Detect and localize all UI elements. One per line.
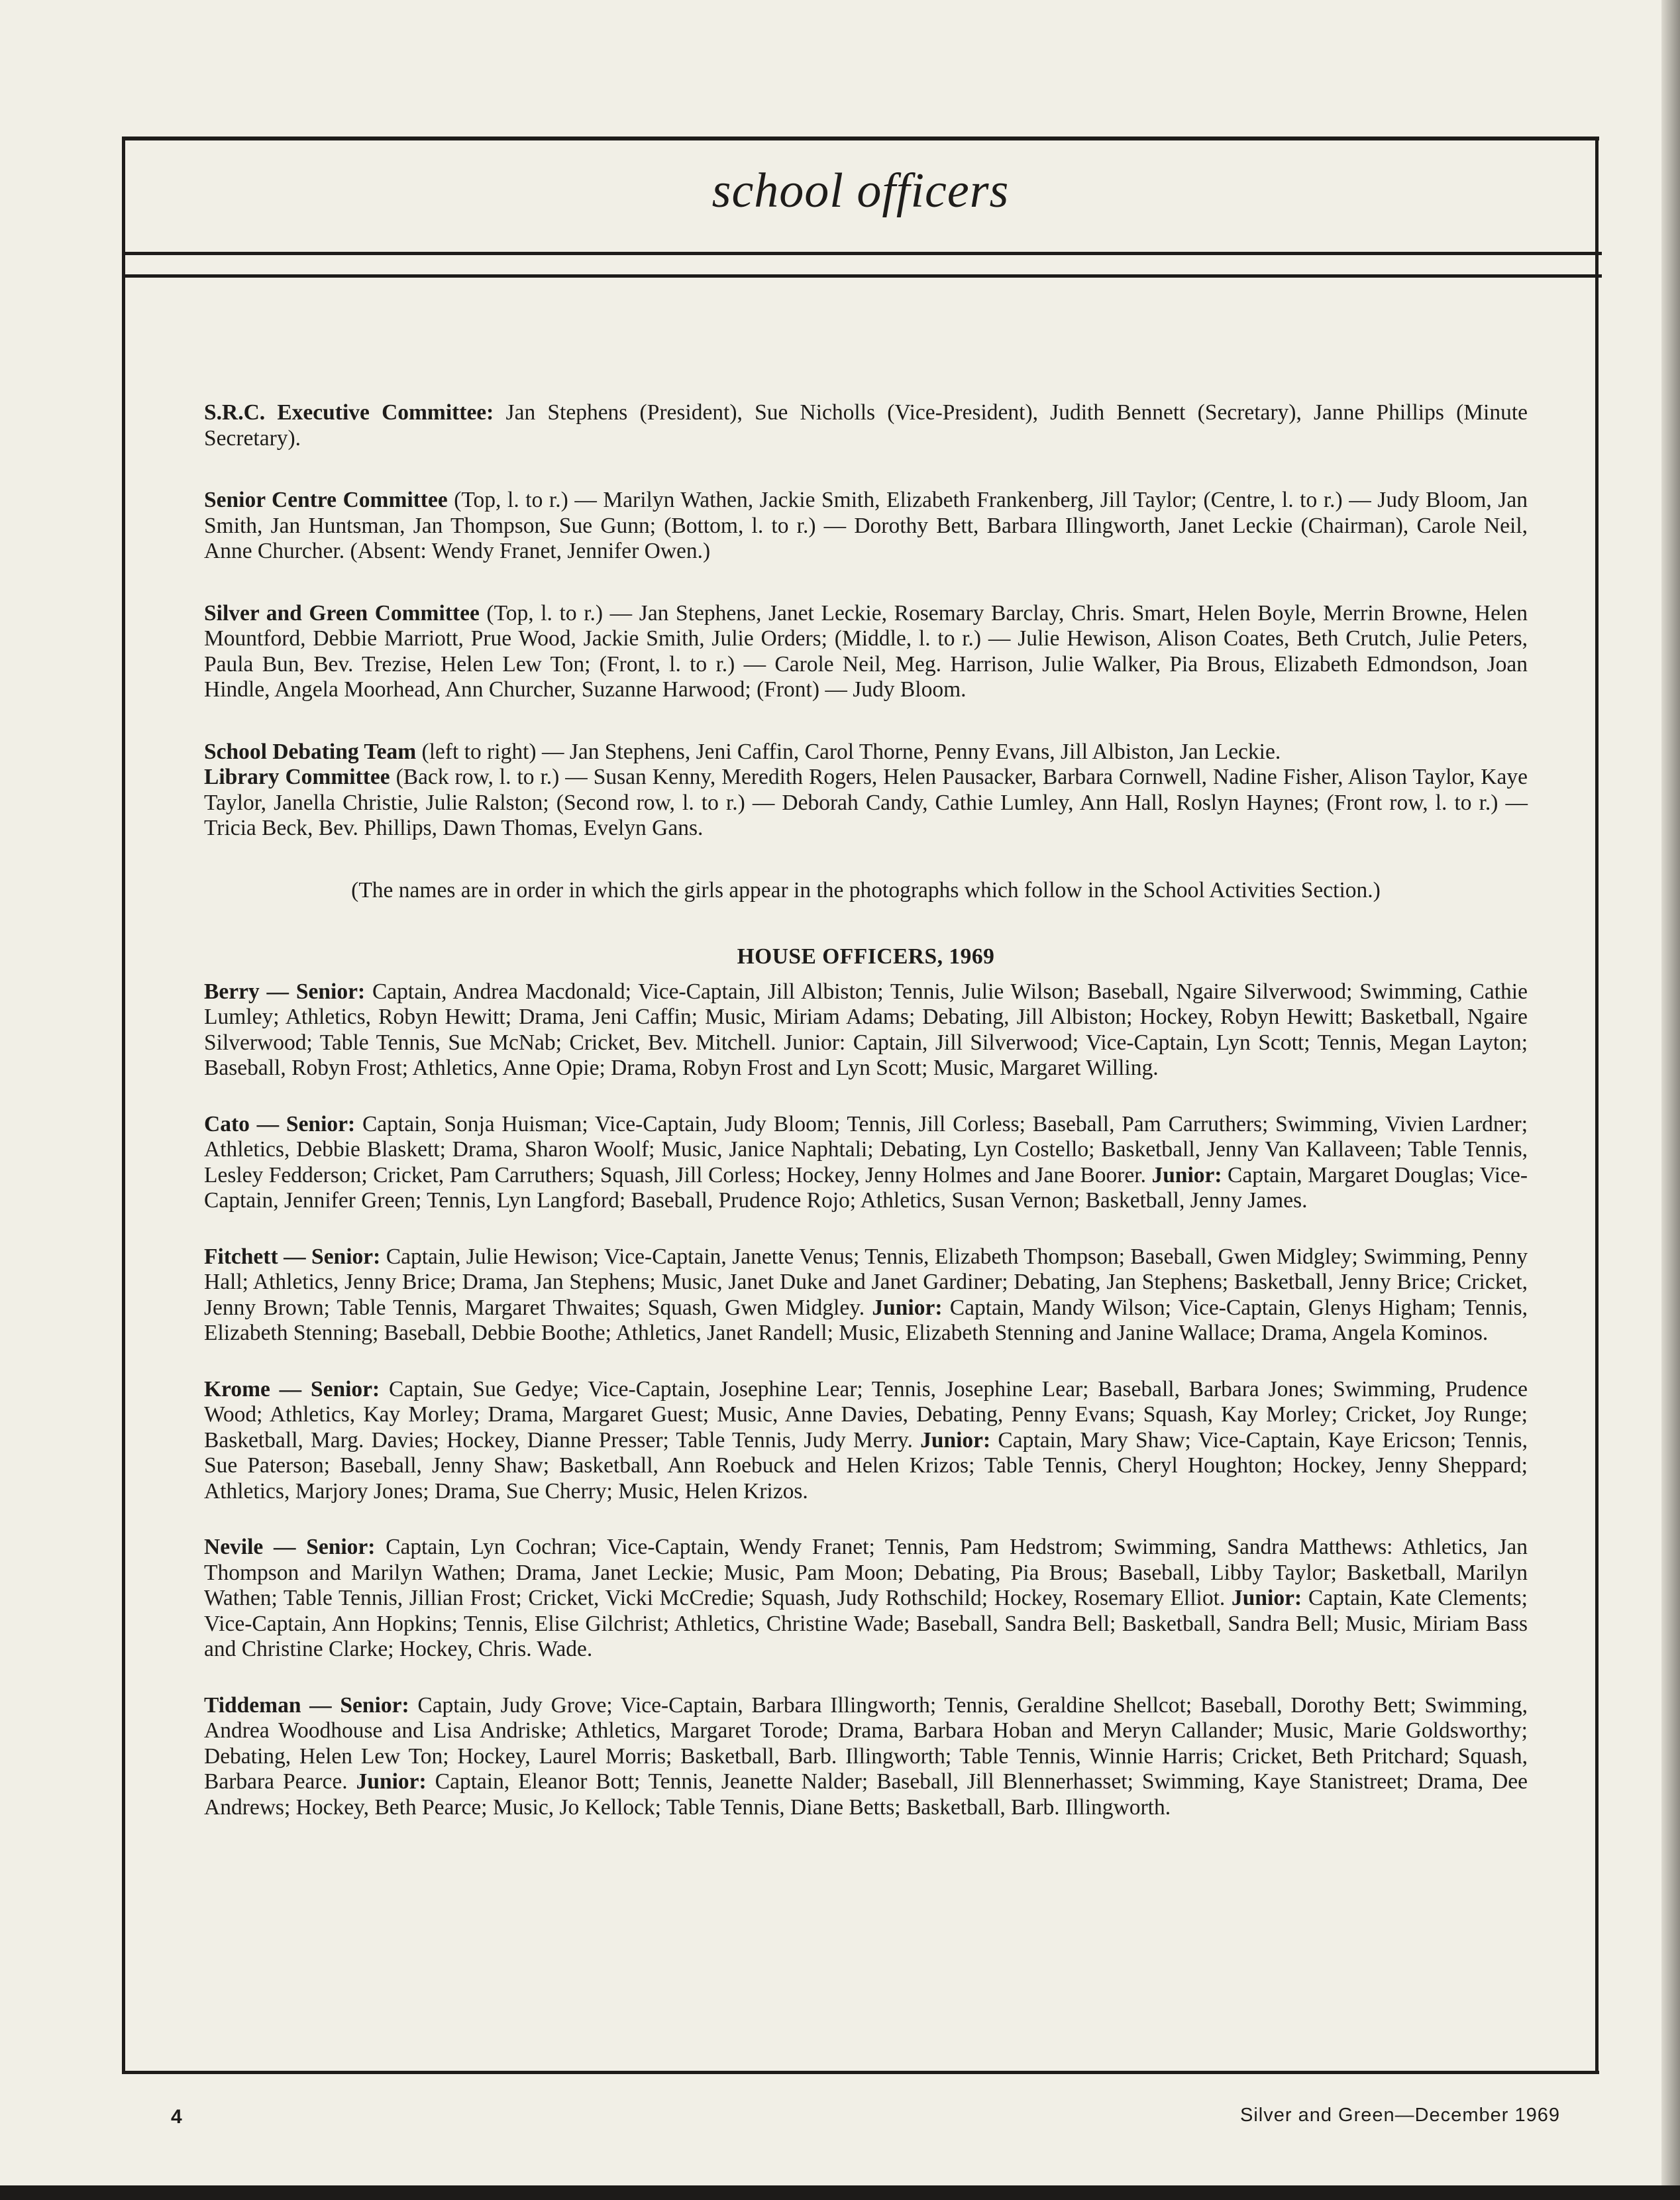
house-senior-text: Captain, Julie Hewison; Vice-Captain, Janette Venus; Tennis, Elizabeth Thompson; Baseball, Gwen Midgley; Swimming, Penny Hall; Athletics, Jenny Brice; Drama, Jan Stephens; Music, Janet Duke and Janet Gardiner; Debating, Jan Stephens; Basketball, Jenny Brice; Cricket, Jenny Brown; Table Tennis, Margaret Thwaites; Squash, Gwen Midgley. [204,1244,1528,1320]
committee-paragraph [204,740,1528,765]
house-junior-text: Captain, Margaret Douglas; Vice-Captain, Jennifer Green; Tennis, Lyn Langford; Baseball, Prudence Rojo; Athletics, Susan Vernon; Basketball, Jenny James. [204,1162,1528,1213]
committee-paragraph [204,601,1528,703]
house-paragraph [204,1244,1528,1347]
house-paragraph [204,1535,1528,1663]
house-junior-label: Junior: [1232,1586,1302,1610]
house-paragraph [204,979,1528,1081]
title-rule-bottom [122,274,1602,278]
page-number: 4 [171,2106,182,2128]
page-title: school officers [711,164,1010,218]
committee-paragraph [204,488,1528,565]
house-senior-text: Captain, Lyn Cochran; Vice-Captain, Wendy Franet; Tennis, Pam Hedstrom; Swimming, Sandra Matthews: Athletics, Jan Thompson and Marilyn Wathen; Drama, Janet Leckie; Music, Pam Moon; Debating, Pia Brous; Baseball, Libby Taylor; Basketball, Marilyn Wathen; Table Tennis, Jillian Frost; Cricket, Vicki McCredie; Squash, Judy Rothschild; Hockey, Rosemary Elliot. [204,1535,1528,1610]
committee-text: (Top, l. to r.) — Marilyn Wathen, Jackie Smith, Elizabeth Frankenberg, Jill Taylor; (Centre, l. to r.) — Judy Bloom, Jan Smith, Jan Huntsman, Jan Thompson, Sue Gunn; (Bottom, l. to r.) — Dorothy Bett, Barbara Illingworth, Janet Leckie (Chairman), Carole Neil, Anne Churcher. (Absent: Wendy Franet, Jennifer Owen.) [204,488,1528,563]
article-body [204,400,1528,1851]
house-senior-text: Captain, Sonja Huisman; Vice-Captain, Judy Bloom; Tennis, Jill Corless; Baseball, Pam Carruthers; Swimming, Vivien Lardner; Athletics, Debbie Blaskett; Drama, Sharon Woolf; Music, Janice Naphtali; Debating, Lyn Costello; Basketball, Jenny Van Kallaveen; Table Tennis, Lesley Fedderson; Cricket, Pam Carruthers; Squash, Jill Corless; Hockey, Jenny Holmes and Jane Boorer. [204,1111,1528,1187]
committee-label: Library Committee [204,765,390,789]
house-name: Fitchett — Senior: [204,1244,381,1269]
publication-credit: Silver and Green—December 1969 [1240,2105,1560,2126]
house-junior-label: Junior: [872,1295,943,1320]
house-paragraph [204,1693,1528,1821]
house-junior-text: Captain, Kate Clements; Vice-Captain, Ann Hopkins; Tennis, Elise Gilchrist; Athletics, Christine Wade; Baseball, Sandra Bell; Basketball, Sandra Bell; Music, Miriam Bass and Christine Clarke; Hockey, Chris. Wade. [204,1586,1528,1661]
scan-edge-bottom [0,2185,1680,2200]
house-name: Berry — Senior: [204,979,366,1004]
house-junior-label: Junior: [1151,1162,1222,1187]
scan-edge [1661,0,1680,2200]
committee-paragraph [204,765,1528,842]
page-frame-right-rule [1595,137,1599,2074]
committee-text: (Top, l. to r.) — Jan Stephens, Janet Leckie, Rosemary Barclay, Chris. Smart, Helen Boyle, Merrin Browne, Helen Mountford, Debbie Marriott, Prue Wood, Jackie Smith, Julie Orders; (Middle, l. to r.) — Julie Hewison, Alison Coates, Beth Crutch, Julie Peters, Paula Bun, Bev. Trezise, Helen Lew Ton; (Front, l. to r.) — Carole Neil, Meg. Harrison, Julie Walker, Pia Brous, Elizabeth Edmondson, Joan Hindle, Angela Moorhead, Ann Churcher, Suzanne Harwood; (Front) — Judy Bloom. [204,600,1528,702]
house-name: Tiddeman — Senior: [204,1692,409,1718]
photo-order-note: (The names are in order in which the girls appear in the photographs which follow in the School Activities Section.) [351,877,1381,903]
house-junior-label: Junior: [920,1427,991,1453]
committee-label: Silver and Green Committee [204,600,480,626]
house-paragraph [204,1377,1528,1505]
committee-paragraph [204,400,1528,451]
title-rule-top [122,252,1602,255]
house-name: Krome — Senior: [204,1376,380,1402]
committee-label: S.R.C. Executive Committee: [204,400,494,425]
committee-text: Jan Stephens (President), Sue Nicholls (Vice-President), Judith Bennett (Secretary), Janne Phillips (Minute Secretary). [204,400,1528,451]
committee-text: (Back row, l. to r.) — Susan Kenny, Meredith Rogers, Helen Pausacker, Barbara Cornwell, Nadine Fisher, Alison Taylor, Kaye Taylor, Janella Christie, Julie Ralston; (Second row, l. to r.) — Deborah Candy, Cathie Lumley, Ann Hall, Roslyn Haynes; (Front row, l. to r.) — Tricia Beck, Bev. Phillips, Dawn Thomas, Evelyn Gans. [204,765,1528,840]
house-name: Cato — Senior: [204,1111,356,1136]
house-officers-heading: HOUSE OFFICERS, 1969 [737,944,995,969]
committee-label: Senior Centre Committee [204,488,448,512]
house-junior-label: Junior: [356,1769,427,1794]
house-senior-text: Captain, Sue Gedye; Vice-Captain, Josephine Lear; Tennis, Josephine Lear; Baseball, Barbara Jones; Swimming, Prudence Wood; Athletics, Kay Morley; Drama, Margaret Guest; Music, Anne Davies, Debating, Penny Evans; Squash, Kay Morley; Cricket, Joy Runge; Basketball, Marg. Davies; Hockey, Dianne Presser; Table Tennis, Judy Merry. [204,1376,1528,1453]
house-name: Nevile — Senior: [204,1535,376,1559]
house-senior-text: Captain, Andrea Macdonald; Vice-Captain, Jill Albiston; Tennis, Julie Wilson; Baseball, Ngaire Silverwood; Swimming, Cathie Lumley; Athletics, Robyn Hewitt; Drama, Jeni Caffin; Music, Miriam Adams; Debating, Jill Albiston; Hockey, Robyn Hewitt; Basketball, Ngaire Silverwood; Table Tennis, Sue McNab; Cricket, Bev. Mitchell. Junior: Captain, Jill Silverwood; Vice-Captain, Lyn Scott; Tennis, Megan Layton; Baseball, Robyn Frost; Athletics, Anne Opie; Drama, Robyn Frost and Lyn Scott; Music, Margaret Willing. [204,979,1528,1080]
house-junior-text: Captain, Eleanor Bott; Tennis, Jeanette Nalder; Baseball, Jill Blennerhasset; Swimming, Kaye Stanistreet; Drama, Dee Andrews; Hockey, Beth Pearce; Music, Jo Kellock; Table Tennis, Diane Betts; Basketball, Barb. Illingworth. [204,1769,1528,1820]
house-paragraph [204,1112,1528,1214]
house-junior-text: Captain, Mary Shaw; Vice-Captain, Kaye Ericson; Tennis, Sue Paterson; Baseball, Jenny Shaw; Basketball, Ann Roebuck and Helen Krizos; Table Tennis, Cheryl Houghton; Hockey, Jenny Sheppard; Athletics, Marjory Jones; Drama, Sue Cherry; Music, Helen Krizos. [204,1427,1528,1504]
committee-text: (left to right) — Jan Stephens, Jeni Caffin, Carol Thorne, Penny Evans, Jill Albiston, Jan Leckie. [416,739,1281,764]
house-junior-text: Captain, Mandy Wilson; Vice-Captain, Glenys Higham; Tennis, Elizabeth Stenning; Baseball, Debbie Boothe; Athletics, Janet Randell; Music, Elizabeth Stenning and Janine Wallace; Drama, Angela Kominos. [204,1295,1528,1345]
committee-label: School Debating Team [204,739,417,764]
house-senior-text: Captain, Judy Grove; Vice-Captain, Barbara Illingworth; Tennis, Geraldine Shellcot; Baseball, Dorothy Bett; Swimming, Andrea Woodhouse and Lisa Andriske; Athletics, Margaret Torode; Drama, Barbara Hoban and Meryn Callander; Music, Marie Goldsworthy; Debating, Helen Lew Ton; Hockey, Laurel Morris; Basketball, Barb. Illingworth; Table Tennis, Winnie Harris; Cricket, Beth Pritchard; Squash, Barbara Pearce. [204,1692,1528,1794]
